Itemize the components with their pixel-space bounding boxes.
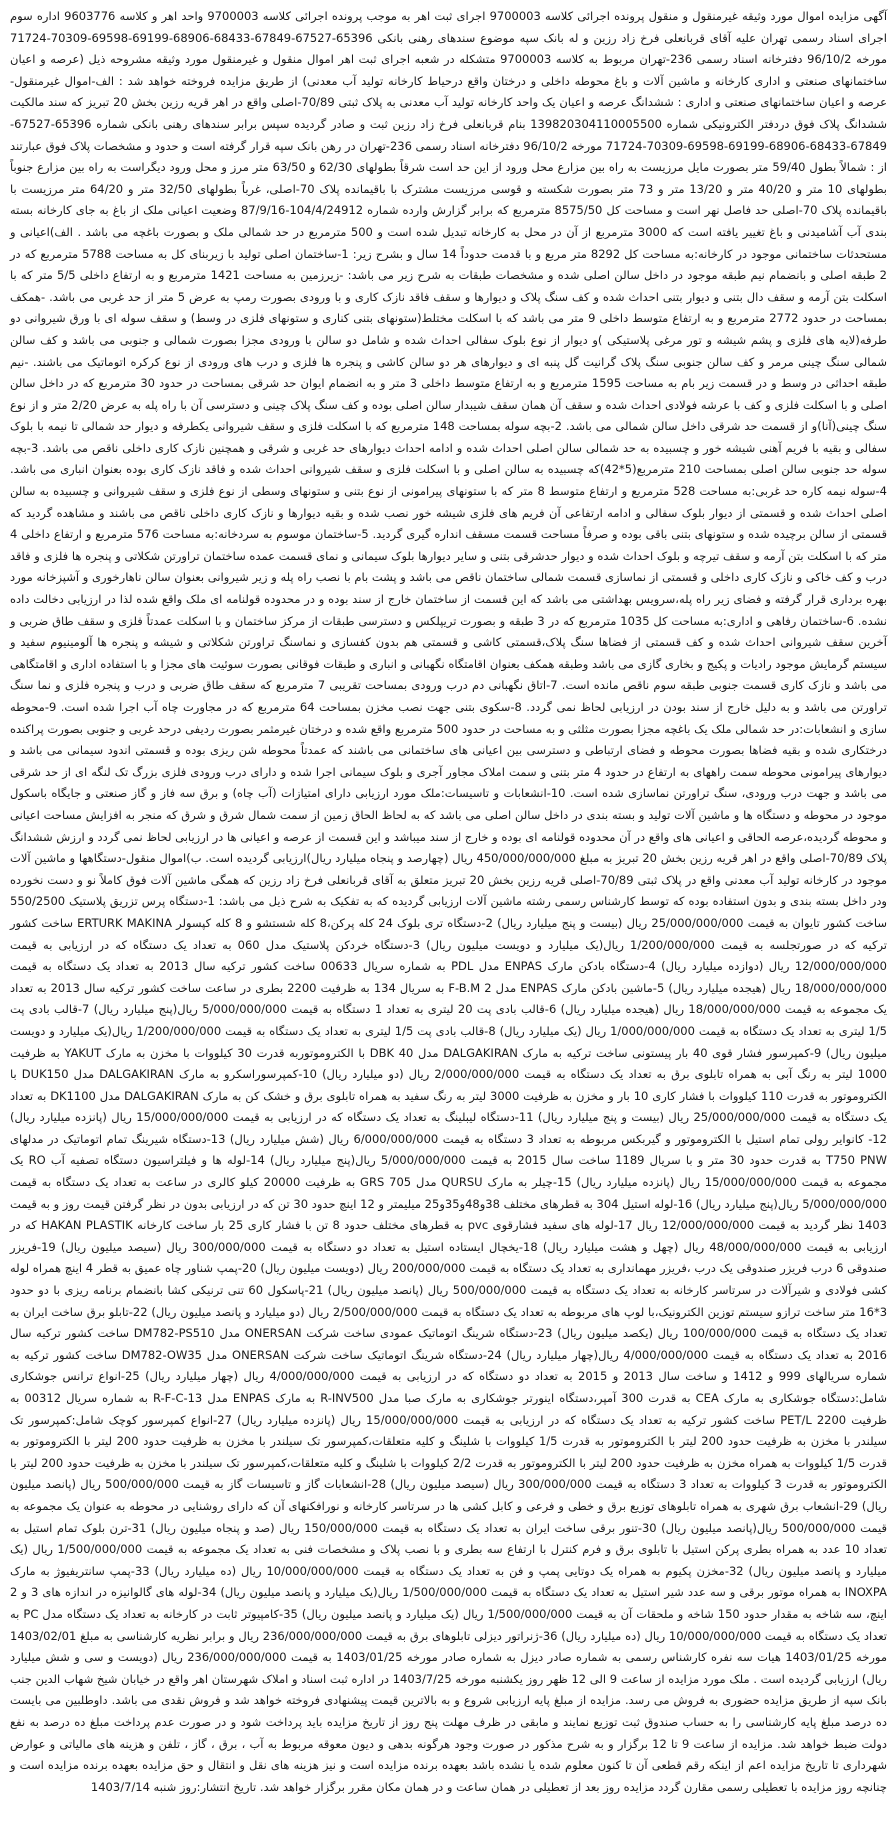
auction-notice-text: آگهی مزایده اموال مورد وثیقه غیرمنقول و منقول پرونده اجرائی کلاسه 9700003 اجرای ثبت اهر به موجب پرونده اجرائی کلاسه 9700003 واحد اهر و کلاسه 9603776 اداره سوم اجرای اسناد رسمی تهران علیه آقای قربانعلی فرخ زاد رزین و له بانک سپه موضوع سندهای رهنی بانکی 65396-67527-67849-68433-68906-69199-69598-70309-71724 مورخه 96/10/2 دفترخانه اسناد رسمی 236-تهران مربوط به کلاسه 9700003 متشکله در شعبه اجرای ثبت اهر اموال منقول و غیرمنقول مورد وثیقه مشروحه ذیل (عرصه و اعیان ساختمانهای صنعتی و اداری کارخانه و ماشین آلات و باغ محوطه داخلی و درختان واقع درحیاط کارخانه تولید آب معدنی) از طریق مزایده فروخته خواهد شد : الف-اموال غیرمنقول- عرصه و اعیان ساختمانهای صنعتی و اداری : ششدانگ عرصه و اعیان یک واحد کارخانه تولید آب معدنی به پلاک ثبتی 70/89-اصلی واقع در اهر قریه رزین بخش 20 تبریز که سند مالکیت ششدانگ پلاک فوق دردفتر الکترونیکی شماره 139820304110005500 بنام قربانعلی فرخ زاد رزین ثبت و صادر گردیده سپس برابر سندهای رهنی بانکی شماره 65396-67527-67849-68433-68906-69199-69598-70309-71724 مورخه 96/10/2 دفترخانه اسناد رسمی 236-تهران در رهن بانک سپه قرار گرفته است و حدود و مشخصات پلاک فوق عبارتند از : شمالاً بطول 59/40 متر بصورت مایل مرزیست به راه بین مزارع محل ورود از این حد است شرقاً بطولهای 62/30 و 63/50 متر مرز و محل ورود دیگراست به راه بین مزارع جنوباً بطولهای 10 متر و 40/20 متر و 13/20 متر و 73 متر بصورت شکسته و قوسی مرزیست مشترک با باقیمانده پلاک 70-اصلی، غرباً بطولهای 32/50 متر و 64/20 متر مرزیست با باقیمانده پلاک 70-اصلی حد فاصل نهر است و مساحت کل 8575/50 مترمربع که برابر گزارش وارده شماره 104/4/24912-87/9/16 وضعیت اعیانی ملک از باغ به جای کارخانه بسته بندی آب آشامیدنی و باغ تغییر یافته است که 3000 مترمربع از آن در محل به کارخانه تبدیل شده است و 500 مترمربع در حد شمالی ملک و بصورت باغچه می باشد . الف)اعیانی و مستحدثات ساختمانی موجود در کارخانه:به مساحت کل 8292 متر مربع و با قدمت حدوداً 14 سال و بشرح زیر: 1-ساختمان اصلی تولید با زیربنای کل به مساحت 5788 مترمربع که در 2 طبقه اصلی و بانضمام نیم طبقه موجود در داخل سالن اصلی شده و مشخصات طبقات به شرح زیر می باشد: -زیرزمین به مساحت 1421 مترمربع و به ارتفاع داخلی 5/5 متر که با اسکلت بتن آرمه و سقف دال بتنی و دیوار بتنی احداث شده و کف سنگ پلاک و دیوارها و سقف فاقد نازک کاری و با ورودی بصورت رمپ به عرض 5 متر از حد غربی می باشد. -همکف بمساحت در حدود 2772 مترمربع و به ارتفاع متوسط داخلی 9 متر می باشد که با اسکلت مختلط(ستونهای بتنی کناری و ستونهای فلزی در وسط) و سقف سوله ای با ورق شیروانی دو طرفه(لایه های فلزی و پشم شیشه و تور مرغی پلاستیکی )و دیوار از نوع بلوک سفالی احداث شده و شامل دو سالن با ورودی مجزا بصورت شمالی و جنوبی می باشد و کف سالن شمالی سنگ چینی مرمر و کف سالن جنوبی سنگ پلاک گرانیت گل پنبه ای و دیوارهای هر دو سالن کاشی و پنجره ها فلزی و درب های ورودی از نوع کرکره اتوماتیک می باشند. -نیم طبقه احداثی در وسط و در قسمت زیر بام به مساحت 1595 مترمربع و به ارتفاع متوسط داخلی 3 متر و به انضمام ایوان حد شرقی بمساحت در حدود 30 مترمربع که در داخل سالن اصلی و با اسکلت فلزی و کف با عرشه فولادی احداث شده و سقف آن همان سقف شیبدار سالن اصلی بوده و کف سنگ پلاک چینی و دسترسی آن با راه پله به عرض 2/20 متر و از نوع سنگ چینی(آنا)و از قسمت حد شرقی داخل سالن شمالی می باشد. 2-بچه سوله بمساحت 148 مترمربع که با اسکلت فلزی و سقف شیروانی یکطرفه و دیوار حد شمالی تا نیمه با بلوک سفالی و بقیه با فریم آهنی شیشه خور و چسبیده به حد شمالی سالن اصلی احداث شده و ادامه احداث دیوارهای حد غربی و شرقی و همچنین نازک کاری داخلی ناقص می باشد. 3-بچه سوله حد جنوبی سالن اصلی بمساحت 210 مترمربع(5*42)که چسبیده به سالن اصلی و با اسکلت فلزی و سقف شیروانی احداث شده و فاقد نازک کاری بوده بعنوان انباری می باشد. 4-سوله نیمه کاره حد غربی:به مساحت 528 مترمربع و ارتفاع متوسط 8 متر که با ستونهای پیرامونی از نوع بتنی و ستونهای وسطی از نوع فلزی و سقف شیروانی و چسبیده به سالن اصلی احداث شده و قسمتی از دیوار بلوک سفالی و ادامه ارتفاعی آن فریم های فلزی شیشه خور نصب شده و بقیه دیوارها و نازک کاری داخلی ناقص می باشند و مشاهده گردید که قسمتی از سالن برچیده شده و ستونهای بتنی باقی بوده و صرفاً مساحت قسمت مسقف انداره گیری گردید. 5-ساختمان موسوم به سردخانه:به مساحت 576 مترمربع و ارتفاع داخلی 4 متر که با اسکلت بتن آرمه و سقف تیرچه و بلوک احداث شده و دیوار حدشرقی بتنی و سایر دیوارها بلوک سیمانی و نمای قسمت عمده ساختمان تراورتن شکلاتی و پنجره ها فلزی و فاقد درب و کف خاکی و نازک کاری داخلی و قسمتی از نماسازی قسمت شمالی ساختمان ناقص می باشد و پشت بام با نصب راه پله و زیر شیروانی بعنوان سالن ناهارخوری و آشپزخانه مورد بهره برداری قرار گرفته و فضای زیر راه پله،سرویس بهداشتی می باشد که این قسمت از ساختمان خارج از سند بوده و در محدوده قولنامه ای ملک واقع شده لذا در ارزیابی دخالت داده نشده. 6-ساختمان رفاهی و اداری:به مساحت کل 1035 مترمربع که در 3 طبقه و بصورت تریپلکس و دسترسی طبقات از مرکز ساختمان و با اسکلت عمدتاً فلزی و سقف طاق ضربی و آخرین سقف شیروانی احداث شده و کف قسمتی از فضاها سنگ پلاک،قسمتی کاشی و قسمتی هم بدون کفسازی و نماسنگ تراورتن شکلاتی و شیشه و پنجره ها آلومینیوم سفید و سیستم گرمایش موجود رادیات و پکیج و بخاری گازی می باشد وطبقه همکف بعنوان اقامتگاه نگهبانی و انباری و طبقات فوقانی بصورت سوئیت های مجزا و با استفاده اداری و اقامتگاهی می باشد و نازک کاری قسمت جنوبی طبقه سوم ناقص مانده است. 7-اتاق نگهبانی دم درب ورودی بمساحت تقریبی 7 مترمربع که سقف طاق ضربی و درب و پنجره فلزی و نما سنگ تراورتن می باشد و به دلیل خارج از سند بودن در ارزیابی لحاظ نمی گردد. 8-سکوی بتنی جهت نصب مخزن بمساحت 64 مترمربع که در مجاورت چاه آب اجرا شده است. 9-محوطه سازی و انشعابات:در حد شمالی ملک یک باغچه مجزا بصورت مثلثی و به مساحت در حدود 500 مترمربع واقع شده و درختان غیرمثمر بصورت ردیفی درحد غربی و جنوبی بصورت پراکنده درختکاری شده و بقیه فضاها بصورت محوطه و فضای ارتباطی و دسترسی بین اعیانی های ساختمانی می باشند که عمدتاً محوطه شن ریزی بوده و قسمتی اندود سیمانی می باشد و دیوارهای پیرامونی محوطه سمت راههای به ارتفاع در حدود 4 متر بتنی و سمت املاک مجاور آجری و بلوک سیمانی اجرا شده و دارای درب ورودی فلزی بزرگ تک لنگه ای از حد شرقی می باشد و جهت درب ورودی، سنگ تراورتن نماسازی شده است. 10-انشعابات و تاسیسات:ملک مورد ارزیابی دارای امتیازات (آب چاه) و برق سه فاز و گاز صنعتی و جایگاه باسکول موجود در محوطه و دستگاه ها و ماشین آلات تولید و بسته بندی در داخل سالن اصلی می باشد که به لحاظ الحاق زمین از سمت شمال شرق و شرق که منجر به افزایش مساحت اعیانی و محوطه گردیده،عرصه الحاقی و اعیانی های واقع در آن محدوده قولنامه ای بوده و خارج از سند میباشد و این قسمت از عرصه و اعیانی ها در ارزیابی لحاظ نمی گردد و ارزش ششدانگ پلاک 70/89-اصلی واقع در اهر قریه رزین بخش 20 تبریز به مبلغ 450/000/000/000 ریال (چهارصد و پنجاه میلیارد ریال)ارزیابی گردیده است. ب)اموال منقول-دستگاهها و ماشین آلات موجود در کارخانه تولید آب معدنی واقع در پلاک ثبتی 70/89-اصلی قریه رزین بخش 20 تبریز متعلق به آقای قربانعلی فرخ زاد رزین که همگی ماشین آلات فوق کاملاً نو و دست نخورده ودر داخل بسته بندی و بدون استفاده بوده که توسط کارشناس رسمی رشته ماشین آلات ارزیابی گردیده که به تفکیک به شرح ذیل می باشد: 1-دستگاه پرس تزریق پلاستیک 550/2500 ساخت کشور تایوان به قیمت 25/000/000/000 ریال (بیست و پنج میلیارد ریال) 2-دستگاه تری بلوک 24 کله پرکن،8 کله شستشو و 8 کله کپسولر ERTURK MAKINA ساخت کشور ترکیه که در صورتجلسه به قیمت 1/200/000/000 ریال(یک میلیارد و دویست میلیون ریال) 3-دستگاه خردکن پلاستیک مدل 060 به تعداد یک دستگاه که در ارزیابی به قیمت 12/000/000/000 ریال (دوازده میلیارد ریال) 4-دستگاه بادکن مارک ENPAS مدل PDL به شماره سریال 00633 ساخت کشور ترکیه سال 2013 به تعداد یک دستگاه به قیمت 18/000/000/000 ریال (هیجده میلیارد ریال) 5-ماشین بادکن مارک ENPAS مدل F-B.M 2 به سریال 134 به ظرفیت 2200 بطری در ساعت ساخت کشور ترکیه سال 2013 به تعداد یک مجموعه به قیمت 18/000/000/000 ریال (هیجده میلیارد ریال) 6-قالب بادی پت 20 لیتری به تعداد 1 دستگاه به قیمت 5/000/000/000 ریال(پنج میلیارد ریال) 7-قالب بادی پت 1/5 لیتری به تعداد یک دستگاه به قیمت 1/000/000/000 ریال (یک میلیارد ریال) 8-قالب بادی پت 1/5 لیتری به تعداد یک دستگاه به قیمت 1/200/000/000 ریال(یک میلیارد و دویست میلیون ریال) 9-کمپرسور فشار قوی 40 بار پیستونی ساخت ترکیه به مارک DALGAKIRAN مدل DBK 40 با الکتروموتوربه قدرت 30 کیلووات با مخزن به مارک YAKUT به ظرفیت 1000 لیتر به رنگ آبی به همراه تابلوی برق به تعداد یک دستگاه به قیمت 2/000/000/000 ریال (دو میلیارد ریال) 10-کمپرسوراسکرو به مارک DALGAKIRAN مدل DUK150 با الکتروموتور به قدرت 110 کیلووات با فشار کاری 10 بار و مخزن به ظرفیت 3000 لیتر به رنگ سفید به همراه تابلوی برق و خشک کن به مارک DALGAKIRAN مدل DK1100 به تعداد یک دستگاه به قیمت 25/000/000/000 ریال (بیست و پنج میلیارد ریال) 11-دستگاه لیبلینگ به تعداد یک دستگاه که در ارزیابی به قیمت 15/000/000/000 ریال (پانزده میلیارد ریال) 12- کانوایر رولی تمام استیل با الکتروموتور و گیربکس مربوطه به تعداد 3 دستگاه به قیمت 6/000/000/000 ریال (شش میلیارد ریال) 13-دستگاه شیرینگ تمام اتوماتیک در مدلهای T750 PNW به قدرت حدود 30 متر و با سریال 1189 ساخت سال 2015 به قیمت 5/000/000/000 ریال(پنج میلیارد ریال) 14-لوله ها و فیلتراسیون دستگاه تصفیه آب RO یک مجموعه به قیمت 15/000/000/000 ریال (پانزده میلیارد ریال) 15-چیلر به مارک QURSU مدل GRS 705 به ظرفیت 20000 کیلو کالری در ساعت به تعداد یک دستگاه به قیمت 5/000/000/000 ریال(پنج میلیارد ریال) 16-لوله استیل 304 به قطرهای مختلف 38و48و35و25 میلیمتر و 12 اینچ حدود 30 تن که در ارزیابی بدون در نظر گرفتن قیمت روز و به قیمت 1403 نظر گردید به قیمت 12/000/000/000 ریال 17-لوله های سفید فشارقوی pvc به قطرهای مختلف حدود 8 تن با فشار کاری 25 بار ساخت کارخانه HAKAN PLASTIK که در ارزیابی به قیمت 48/000/000/000 ریال (چهل و هشت میلیارد ریال) 18-یخچال ایستاده استیل به تعداد دو دستگاه به قیمت 300/000/000 ریال (سیصد میلیون ریال) 19-فریزر صندوقی 6 درب فریزر صندوقی یک درب ،فریزر مهمانداری به تعداد یک دستگاه به قیمت 200/000/000 ریال (دویست میلیون ریال) 20-پمپ شناور چاه عمیق به قطر 4 اینچ همراه لوله کشی فولادی و شیرآلات در سرتاسر کارخانه به تعداد یک دستگاه به قیمت 500/000/000 ریال (پانصد میلیون ریال) 21-پاسکول 60 تنی ترنیکی کشا بانضمام برنامه ریزی با دو حدود 3*16 متر ساخت ترازو سیستم توزین الکترونیک،با لوپ های مربوطه به تعداد یک دستگاه به قیمت 2/500/000/000 ریال (دو میلیارد و پانصد میلیون ریال) 22-تابلو برق ساخت ایران به تعداد یک دستگاه به قیمت 100/000/000 ریال (یکصد میلیون ریال) 23-دستگاه شرینگ اتوماتیک عمودی ساخت شرکت ONERSAN مدل DM782-PS510 ساخت کشور ترکیه سال 2016 به تعداد یک دستگاه به قیمت 4/000/000/000 ریال(چهار میلیارد ریال) 24-دستگاه شرینگ اتوماتیک ساخت شرکت ONERSAN مدل DM782-OW35 ساخت کشور ترکیه به شماره سریالهای 999 و 1412 و ساخت سال 2013 و 2015 به تعداد دو دستگاه که در ارزیابی به قیمت 4/000/000/000 ریال (چهار میلیارد ریال) 25-انواع ترانس جوشکاری شامل:دستگاه جوشکاری به مارک CEA به قدرت 300 آمپر،دستگاه اینورتر جوشکاری به مارک صبا مدل R-INV500 به مارک ENPAS مدل R-F-C-13 به شماره سریال 00312 به ظرفیت 2200 PET/L ساخت کشور ترکیه به تعداد یک دستگاه که در ارزیابی به قیمت 15/000/000/000 ریال (پانزده میلیارد ریال) 27-انواع کمپرسور کوچک شامل:کمپرسور تک سیلندر با مخزن به ظرفیت حدود 200 لیتر با الکتروموتور به قدرت 1/5 کیلووات با شلینگ و کلیه متعلقات،کمپرسور تک سیلندر با مخزن به ظرفیت حدود 200 لیتر با الکتروموتور به قدرت 1/5 کیلووات به همراه مخزن به ظرفیت حدود 200 لیتر با الکتروموتور به قدرت 2/2 کیلووات با شلینگ و کلیه متعلقات،کمپرسور تک سیلندر با مخزن به ظرفیت حدود 200 لیتر با الکتروموتور به قدرت 3 کیلووات به تعداد 3 دستگاه به قیمت 300/000/000 ریال (سیصد میلیون ریال) 28-انشعابات گاز و تاسیسات گاز به قیمت 500/000/000 ریال (پانصد میلیون ریال) 29-انشعاب برق شهری به همراه تابلوهای توزیع برق و خطی و فرعی و کابل کشی ها در سرتاسر کارخانه و نورافکنهای آن که دارای روشنایی در محوطه به عنوان یک مجموعه به قیمت 500/000/000 ریال(پانصد میلیون ریال) 30-تنور برقی ساخت ایران به تعداد یک دستگاه به قیمت 150/000/000 ریال (صد و پنجاه میلیون ریال) 31-ترن بلوک تمام استیل به تعداد 10 عدد به همراه بطری پرکن استیل با تابلوی برق و فرم کنترل با ارتفاع سه بطری و با نصب پلاک و مشخصات فنی به تعداد یک مجموعه به قیمت 1/500/000/000 ریال (یک میلیارد و پانصد میلیون ریال) 32-مخزن پکیوم به همراه یک دوتایی پمپ و فن به تعداد یک دستگاه به قیمت 10/000/000/000 ریال (ده میلیارد ریال) 33-پمپ سانتریفیوژ به مارک INOXPA به همراه موتور برقی و سه عدد شیر استیل به تعداد یک دستگاه به قیمت 1/500/000/000 ریال(یک میلیارد و پانصد میلیون ریال) 34-لوله های گالوانیزه در اندازه های 3 و 2 اینچ، سه شاخه به مقدار حدود 150 شاخه و ملحقات آن به قیمت 1/500/000/000 ریال (یک میلیارد و پانصد میلیون ریال) 35-کامپیوتر ثابت در کارخانه به تعداد یک دستگاه مدل PC به تعداد یک دستگاه به قیمت 10/000/000/000 ریال (ده میلیارد ریال) 36-ژنراتور دیزلی تابلوهای برق به قیمت 236/000/000/000 ریال و برابر نظریه کارشناسی به مبلغ 1403/02/01 مورخه 1403/01/25 هیات سه نفره کارشناس رسمی به شماره صادر دیزل به شماره صادر مورخه 1403/01/25 به قیمت 236/000/000/000 ریال (دویست و سی و شش میلیارد ریال) ارزیابی گردیده است . ملک مورد مزایده از ساعت 9 الی 12 ظهر روز یکشنبه مورخه 1403/7/25 در اداره ثبت اسناد و املاک شهرستان اهر واقع در خیابان شیخ شهاب الدین جنب بانک سپه از طریق مزایده حضوری به فروش می رسد. مزایده از مبلغ پایه ارزیابی شروع و به بالاترین قیمت پیشنهادی فروخته خواهد شد و فروش نقدی می باشد. داوطلبین می بایست ده درصد مبلغ پایه کارشناسی را به حساب صندوق ثبت توزیع نمایند و مابقی در ظرف مهلت پنج روز از تاریخ مزایده باید پرداخت شود و در صورت عدم پرداخت مبلغ ده درصد به نفع دولت ضبط خواهد شد. مزایده از ساعت 9 تا 12 برگزار و به شرح مذکور در صورت وجود هرگونه بدهی و دیون معوقه مربوط به آب ، برق ، گاز ، تلفن و هزینه های مالیاتی و عوارض شهرداری تا تاریخ مزایده اعم از اینکه رقم قطعی آن تا کنون معلوم شده یا نشده باشد بعهده برنده مزایده است و نیز هزینه های نقل و انتقال و حق مزایده بعهده برنده مزایده است و چنانچه روز مزایده با تعطیلی رسمی مقارن گردد مزایده روز بعد از تعطیلی در همان ساعت و در همان مکان مقرر برگزار خواهد شد. تاریخ انتشار:روز شنبه 1403/7/14 (9, 9, 888, 1794)
